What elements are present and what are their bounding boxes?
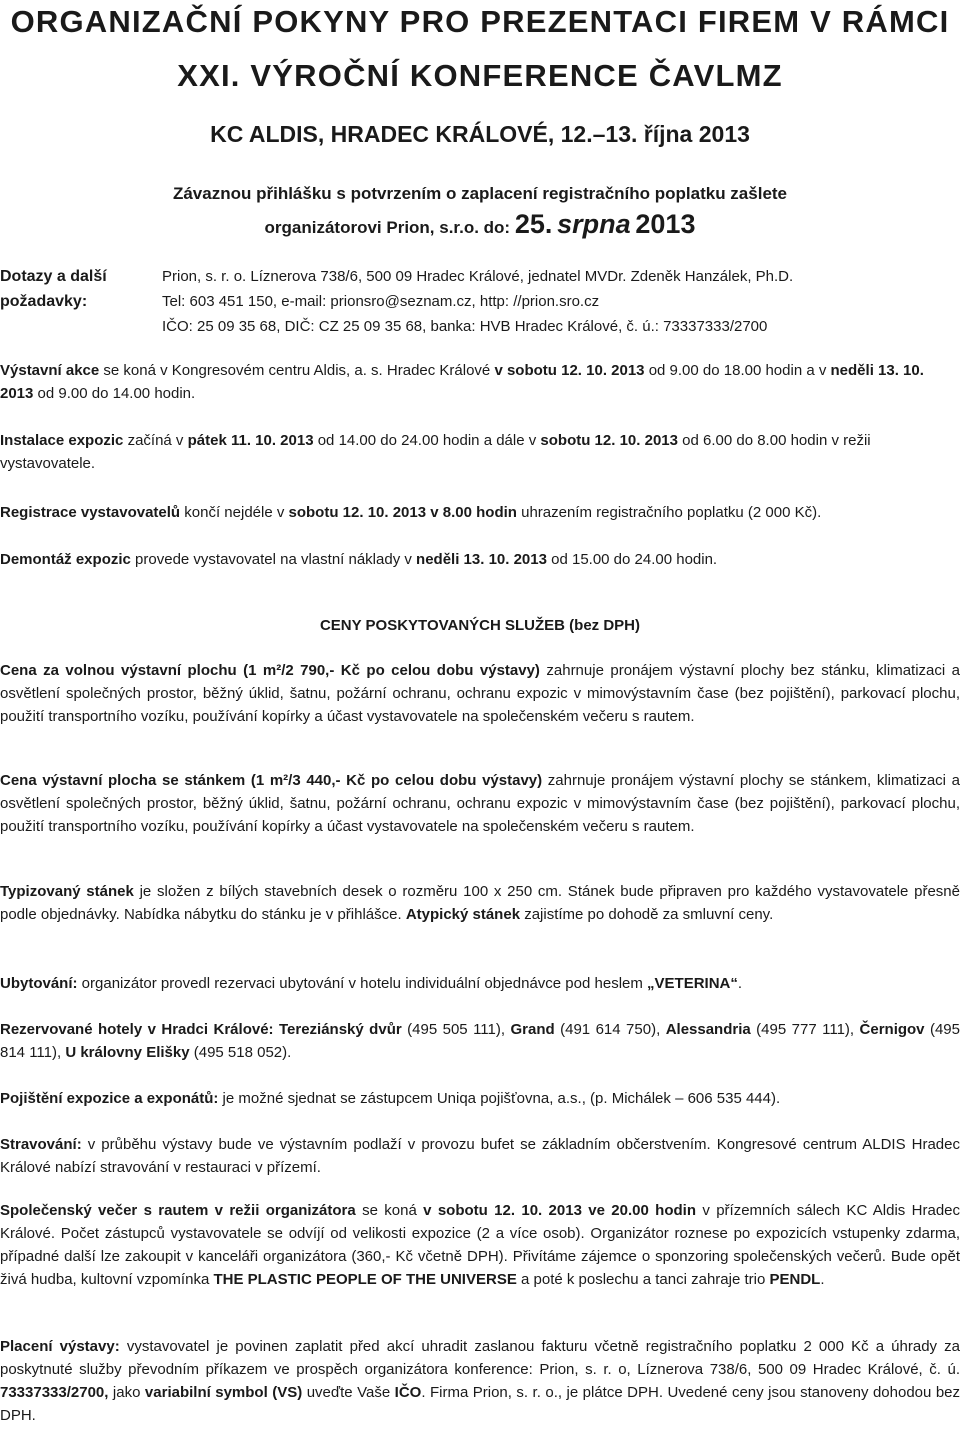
evening-text-3: a poté k poslechu a tanci zahraje trio (516, 1271, 770, 1288)
insurance-text: je možné sjednat se zástupcem Uniqa pojišťovna, a.s., (p. Michálek – 606 535 444). (218, 1090, 781, 1107)
evening-bold-3: THE PLASTIC PEOPLE OF THE UNIVERSE (213, 1271, 517, 1288)
hotels-text-5: (495 518 052). (189, 1044, 292, 1061)
registration-bold-2: sobotu 12. 10. 2013 v 8.00 hodin (288, 504, 517, 521)
price-stand-text: zahrnuje pronájem výstavní plochy se stánkem, klimatizaci a osvětlení společných prostor, běžný úklid, šatnu, požární ochranu, ochranu expozic v mimovýstavním čase (bez pojištění), parkovací plochu, použití transportního vozíku, používání kopírky a účast vystavovatele na společenském večeru s rautem. (0, 772, 960, 835)
contact-label (0, 264, 150, 314)
accommodation-bold-2: „VETERINA“ (647, 975, 738, 992)
hotels-bold-3: Alessandria (665, 1021, 751, 1038)
insurance-bold: Pojištění expozice a exponátů: (0, 1090, 219, 1107)
price-stand-paragraph (0, 769, 960, 838)
hotels-text-4: (495 814 111), (0, 1021, 960, 1061)
title-line-2: XXI. VÝROČNÍ KONFERENCE ČAVLMZ (177, 58, 783, 93)
deadline-month: srpna (557, 209, 631, 239)
price-free-bold: Cena za volnou výstavní plochu (1 m²/2 790,- Kč po celou dobu výstavy) (0, 662, 540, 679)
installation-text-1: začíná v (123, 432, 188, 449)
notice-prefix: organizátorovi Prion, s.r.o. do: (264, 218, 511, 237)
payment-text-2: jako (108, 1384, 145, 1401)
hotels-text-1: (495 505 111), (401, 1021, 511, 1038)
price-stand-bold: Cena výstavní plocha se stánkem (1 m²/3 440,- Kč po celou dobu výstavy) (0, 772, 543, 789)
exhibition-text-2: od 9.00 do 18.00 hodin a v (644, 362, 831, 379)
dismantling-bold-2: neděli 13. 10. 2013 (416, 551, 547, 568)
insurance-paragraph (0, 1087, 960, 1110)
prices-heading: CENY POSKYTOVANÝCH SLUŽEB (bez DPH) (319, 617, 641, 634)
payment-text-3: uveďte Vaše (302, 1384, 395, 1401)
payment-paragraph (0, 1335, 960, 1427)
evening-bold-4: PENDL (769, 1271, 821, 1288)
exhibition-text-1: se koná v Kongresovém centru Aldis, a. s. Hradec Králové (99, 362, 495, 379)
evening-text-1: se koná (355, 1202, 424, 1219)
installation-text-3: od 6.00 do 8.00 hodin v režii vystavovatele. (0, 432, 871, 472)
typical-stand-bold-1: Typizovaný stánek (0, 883, 134, 900)
price-free-paragraph (0, 659, 960, 728)
deadline-year: 2013 (635, 209, 696, 239)
catering-text: v průběhu výstavy bude ve výstavním podlaží v provozu bufet se základním občerstvením. Kongresové centrum ALDIS Hradec Králové nabízí stravování v restauraci v přízemí. (0, 1136, 960, 1176)
event-subtitle: KC ALDIS, HRADEC KRÁLOVÉ, 12.–13. října 2013 (210, 121, 750, 147)
exhibition-paragraph (0, 359, 960, 405)
contact-line-2: Tel: 603 451 150, e-mail: prionsro@seznam.cz, http: //prion.sro.cz (162, 293, 600, 310)
payment-text-1: vystavovatel je povinen zaplatit před akcí uhradit zaslanou fakturu včetně registračního poplatku 2 000 Kč a úhrady za poskytnuté služby převodním příkazem ve prospěch organizátora konference: Prion, s. r. o, Líznerova 738/6, 500 09 Hradec Králové, č. ú. (0, 1338, 960, 1378)
price-free-text: zahrnuje pronájem výstavní plochy bez stánku, klimatizaci a osvětlení společných prostor, běžný úklid, šatnu, požární ochranu, ochranu expozic v mimovýstavním čase (bez pojištění), parkovací plochu, použití transportního vozíku, používání kopírky a účast vystavovatele na společenském večeru s rautem. (0, 662, 960, 725)
accommodation-text-2: . (737, 975, 743, 992)
catering-paragraph (0, 1133, 960, 1179)
contact-line-1: Prion, s. r. o. Líznerova 738/6, 500 09 Hradec Králové, jednatel MVDr. Zdeněk Hanzálek, Ph.D. (162, 268, 794, 285)
evening-bold-2: v sobotu 12. 10. 2013 ve 20.00 hodin (423, 1202, 696, 1219)
dismantling-bold-1: Demontáž expozic (0, 551, 131, 568)
evening-text-2: v přízemních sálech KC Aldis Hradec Králové. Počet zástupců vystavovatele se odvíjí od velikosti expozice (2 a více osob). Organizátor roznese po expozicích vstupenky zdarma, případné další lze zakoupit v kanceláři organizátora (360,- Kč včetně DPH). Přivítáme zájemce o sponzoring společenských večerů. Bude opět živá hudba, kultovní vzpomínka (0, 1202, 960, 1288)
payment-bold-4: IČO (394, 1384, 422, 1401)
hotels-paragraph (0, 1018, 960, 1064)
accommodation-bold-1: Ubytování: (0, 975, 78, 992)
hotels-bold-1: Rezervované hotely v Hradci Králové: Tereziánský dvůr (0, 1021, 402, 1038)
deadline-day: 25. (514, 209, 553, 239)
typical-stand-text-1: je složen z bílých stavebních desek o rozměru 100 x 250 cm. Stánek bude připraven pro každého vystavovatele přesně podle objednávky. Nabídka nábytku do stánku je v přihlášce. (0, 883, 960, 923)
exhibition-bold-2: v sobotu 12. 10. 2013 (494, 362, 645, 379)
exhibition-bold-1: Výstavní akce (0, 362, 100, 379)
dismantling-text-1: provede vystavovatel na vlastní náklady v (130, 551, 417, 568)
title-line-1: ORGANIZAČNÍ POKYNY PRO PREZENTACI FIREM V RÁMCI (10, 4, 950, 39)
hotels-bold-5: U královny Elišky (65, 1044, 190, 1061)
installation-paragraph (0, 429, 960, 475)
typical-stand-bold-2: Atypický stánek (405, 906, 521, 923)
installation-bold-3: sobotu 12. 10. 2013 (540, 432, 678, 449)
catering-bold: Stravování: (0, 1136, 82, 1153)
typical-stand-paragraph (0, 880, 960, 926)
notice-line-2 (0, 211, 960, 241)
installation-text-2: od 14.00 do 24.00 hodin a dále v (313, 432, 541, 449)
payment-text-4: . Firma Prion, s. r. o., je plátce DPH. Uvedené ceny jsou stanoveny dohodou bez DPH. (0, 1384, 960, 1424)
accommodation-text-1: organizátor provedl rezervaci ubytování v hotelu individuální objednávce pod heslem (77, 975, 648, 992)
hotels-text-3: (495 777 111), (750, 1021, 860, 1038)
installation-bold-2: pátek 11. 10. 2013 (187, 432, 314, 449)
dismantling-text-2: od 15.00 do 24.00 hodin. (546, 551, 718, 568)
accommodation-paragraph (0, 972, 960, 995)
payment-bold-2: 73337333/2700, (0, 1384, 109, 1401)
hotels-text-2: (491 614 750), (554, 1021, 666, 1038)
dismantling-paragraph (0, 548, 960, 571)
registration-text-2: uhrazením registračního poplatku (2 000 Kč). (516, 504, 822, 521)
exhibition-bold-3: neděli 13. 10. 2013 (0, 362, 924, 402)
registration-bold-1: Registrace vystavovatelů (0, 504, 181, 521)
evening-paragraph (0, 1199, 960, 1291)
payment-bold-1: Placení výstavy: (0, 1338, 120, 1355)
registration-text-1: končí nejdéle v (180, 504, 289, 521)
typical-stand-text-2: zajistíme po dohodě za smluvní ceny. (520, 906, 774, 923)
contact-label-line-2: požadavky: (0, 293, 88, 310)
evening-bold-1: Společenský večer s rautem v režii organizátora (0, 1202, 356, 1219)
notice-line-1: Závaznou přihlášku s potvrzením o zaplacení registračního poplatku zašlete (172, 184, 788, 203)
contact-details (162, 264, 952, 339)
evening-text-4: . (820, 1271, 825, 1288)
exhibition-text-3: od 9.00 do 14.00 hodin. (33, 385, 196, 402)
registration-paragraph (0, 501, 960, 524)
contact-line-3: IČO: 25 09 35 68, DIČ: CZ 25 09 35 68, banka: HVB Hradec Králové, č. ú.: 73337333/2700 (162, 318, 768, 335)
hotels-bold-4: Černigov (859, 1021, 925, 1038)
hotels-bold-2: Grand (510, 1021, 555, 1038)
payment-bold-3: variabilní symbol (VS) (144, 1384, 303, 1401)
installation-bold-1: Instalace expozic (0, 432, 124, 449)
contact-label-line-1: Dotazy a další (0, 268, 107, 285)
